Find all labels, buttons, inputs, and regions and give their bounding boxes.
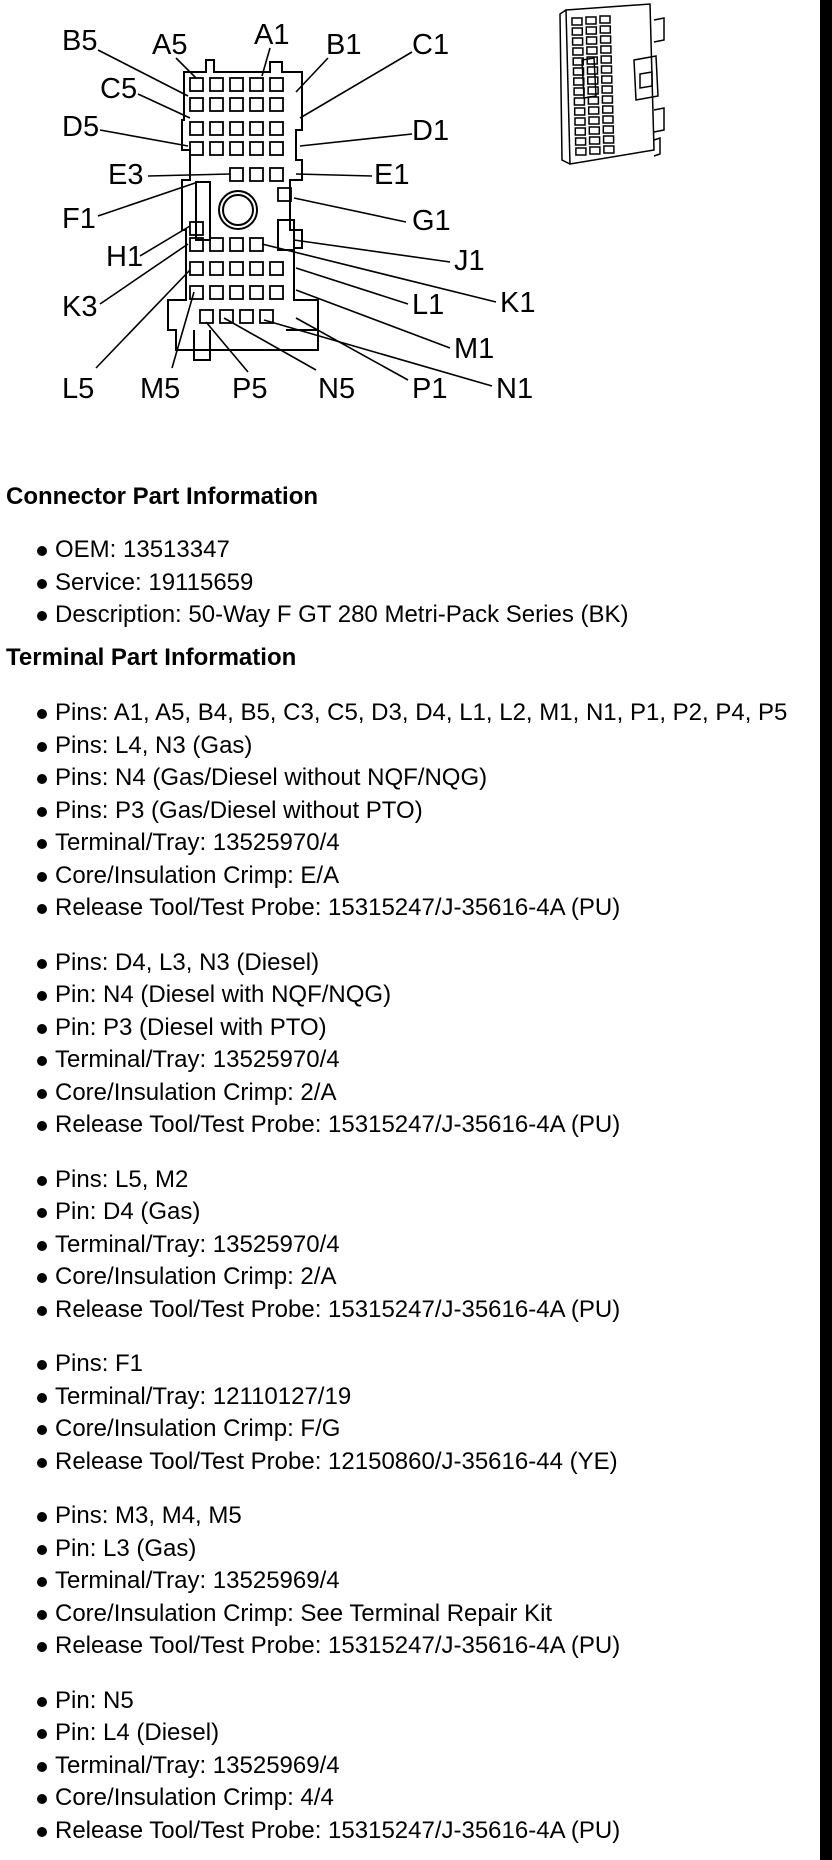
pin-cavity [200, 310, 213, 323]
pin-cavity [210, 78, 223, 91]
pin-cavity [240, 310, 253, 323]
pin-cavity [230, 168, 243, 181]
list-item-text: Pin: D4 (Gas) [55, 1198, 201, 1225]
list-item-text: Release Tool/Test Probe: 12150860/J-35616-44 (YE) [55, 1447, 618, 1475]
list-item-text: Release Tool/Test Probe: 15315247/J-35616-4A (PU) [55, 1295, 621, 1323]
list-item-text: Pins: A1, A5, B4, B5, C3, C5, D3, D4, L1, L2, M1, N1, P1, P2, P4, P5 [55, 699, 788, 726]
pin-cavity [250, 262, 263, 275]
bullet-icon [37, 1024, 47, 1034]
leader-line [294, 198, 406, 222]
bullet-icon [37, 1610, 47, 1620]
pin-label: E3 [108, 159, 144, 191]
pin-cavity [270, 122, 283, 135]
list-item [6, 1533, 816, 1566]
terminal-group [6, 947, 816, 1142]
pin-cavity [250, 122, 263, 135]
list-item [6, 1815, 816, 1848]
bullet-icon [37, 1089, 47, 1099]
bullet-icon [37, 1393, 47, 1403]
list-item [6, 1685, 816, 1718]
pin-cavity [210, 286, 223, 299]
pin-cavity [270, 286, 283, 299]
bullet-icon [37, 774, 47, 784]
pin-cavity [220, 310, 233, 323]
pin-cavity [250, 168, 263, 181]
pin-label: C5 [100, 73, 138, 105]
terminal-part-information-heading: Terminal Part Information [6, 644, 297, 671]
list-item [6, 1077, 816, 1110]
leader-line [300, 52, 412, 118]
list-item-text: Release Tool/Test Probe: 15315247/J-35616-4A (PU) [55, 1632, 621, 1659]
list-item [6, 1261, 816, 1294]
list-item-text: Description: 50-Way F GT 280 Metri-Pack Series (BK) [55, 601, 629, 628]
pin-label: M1 [454, 333, 495, 365]
pin-cavity [190, 78, 203, 91]
bullet-icon [37, 709, 47, 719]
list-item-text: Terminal/Tray: 12110127/19 [55, 1382, 352, 1410]
list-item-text: Pins: P3 (Gas/Diesel without PTO) [55, 796, 423, 824]
terminal-group [6, 697, 816, 925]
bullet-icon [37, 1458, 47, 1468]
list-item-text: OEM: 13513347 [55, 536, 230, 563]
list-item-text: Core/Insulation Crimp: See Terminal Repair Kit [55, 1599, 553, 1627]
list-item [6, 1381, 816, 1414]
pin-label: K3 [62, 291, 98, 323]
connector-side-view [560, 4, 664, 164]
list-item [6, 1750, 816, 1783]
list-item-text: Pin: N4 (Diesel with NQF/NQG) [55, 981, 392, 1008]
pin-cavity [250, 98, 263, 111]
list-item-text: Terminal/Tray: 13525970/4 [55, 829, 340, 856]
bullet-icon [37, 959, 47, 969]
bullet-icon [37, 839, 47, 849]
list-item [6, 1630, 816, 1663]
list-item [6, 1598, 816, 1631]
bullet-icon [37, 1545, 47, 1555]
leader-line [294, 240, 450, 262]
list-item [6, 1348, 816, 1381]
list-item [6, 1196, 816, 1229]
list-item-text: Release Tool/Test Probe: 15315247/J-35616-4A (PU) [55, 894, 621, 921]
pin-label: F1 [62, 203, 96, 235]
bullet-icon [37, 1176, 47, 1186]
list-item-text: Terminal/Tray: 13525970/4 [55, 1230, 340, 1258]
pin-label: A5 [152, 29, 188, 61]
pin-cavity [270, 98, 283, 111]
leader-line [206, 322, 248, 372]
list-item [6, 892, 816, 925]
connector-diagram [0, 0, 832, 420]
list-item [6, 599, 816, 632]
list-item [6, 795, 816, 828]
pin-cavity [230, 262, 243, 275]
pin-cavity [270, 142, 283, 155]
list-item-text: Pins: F1 [55, 1350, 144, 1377]
pin-label: B1 [326, 29, 362, 61]
list-item-text: Pins: L5, M2 [55, 1165, 189, 1193]
leader-line [296, 268, 408, 304]
list-item [6, 762, 816, 795]
pin-label: G1 [412, 205, 451, 237]
list-item [6, 1782, 816, 1815]
bullet-icon [37, 1056, 47, 1066]
leader-line [100, 130, 188, 146]
list-item-text: Release Tool/Test Probe: 15315247/J-35616-4A (PU) [55, 1816, 621, 1844]
list-item-text: Service: 19115659 [55, 568, 254, 596]
list-item-text: Core/Insulation Crimp: F/G [55, 1415, 341, 1442]
list-item [6, 567, 816, 600]
list-item [6, 827, 816, 860]
pin-cavity [210, 262, 223, 275]
leader-line [140, 226, 190, 256]
list-item [6, 1229, 816, 1262]
list-item [6, 1164, 816, 1197]
pin-cavity [190, 122, 203, 135]
pin-cavity [230, 238, 243, 251]
list-item-text: Pin: N5 [55, 1686, 134, 1714]
pin-cavity [190, 262, 203, 275]
list-item-text: Release Tool/Test Probe: 15315247/J-35616-4A (PU) [55, 1111, 621, 1138]
list-item [6, 1500, 816, 1533]
pin-label: N5 [318, 373, 356, 405]
list-item [6, 730, 816, 763]
pin-label: N1 [496, 373, 534, 405]
pin-label: A1 [254, 19, 290, 51]
bullet-icon [37, 1121, 47, 1131]
connector-info-list [6, 534, 816, 632]
pin-label: D5 [62, 111, 100, 143]
leader-line [138, 94, 190, 118]
list-item [6, 1109, 816, 1142]
pin-grid [190, 78, 291, 323]
list-item-text: Core/Insulation Crimp: E/A [55, 861, 340, 889]
list-item-text: Core/Insulation Crimp: 2/A [55, 1263, 337, 1290]
terminal-part-information [6, 643, 816, 1847]
bullet-icon [37, 1360, 47, 1370]
pin-label: H1 [106, 241, 144, 273]
bullet-icon [37, 546, 47, 556]
list-item-text: Pin: L3 (Gas) [55, 1534, 197, 1562]
list-item-text: Terminal/Tray: 13525970/4 [55, 1046, 340, 1073]
pin-cavity [250, 286, 263, 299]
leader-line [176, 58, 196, 78]
list-item [6, 1044, 816, 1077]
list-item-text: Pins: M3, M4, M5 [55, 1502, 242, 1529]
pin-labels [62, 19, 535, 405]
leader-line [296, 174, 372, 176]
pin-cavity [250, 78, 263, 91]
pin-cavity [190, 98, 203, 111]
bullet-icon [37, 1794, 47, 1804]
bullet-icon [37, 1425, 47, 1435]
pin-cavity [230, 122, 243, 135]
bullet-icon [37, 611, 47, 621]
list-item-text: Core/Insulation Crimp: 4/4 [55, 1784, 334, 1811]
bullet-icon [37, 1306, 47, 1316]
list-item [6, 1565, 816, 1598]
list-item-text: Pins: N4 (Gas/Diesel without NQF/NQG) [55, 764, 488, 791]
bullet-icon [37, 742, 47, 752]
list-item-text: Pins: L4, N3 (Gas) [55, 731, 253, 759]
bullet-icon [37, 1577, 47, 1587]
list-item [6, 860, 816, 893]
list-item [6, 1012, 816, 1045]
terminal-group [6, 1685, 816, 1848]
list-item-text: Pin: P3 (Diesel with PTO) [55, 1013, 327, 1041]
bullet-icon [37, 579, 47, 589]
pin-label: M5 [140, 373, 181, 405]
pin-cavity [270, 78, 283, 91]
pin-cavity [230, 142, 243, 155]
pin-cavity [250, 238, 263, 251]
pin-cavity [270, 168, 283, 181]
bullet-icon [37, 1642, 47, 1652]
list-item [6, 1294, 816, 1327]
pin-cavity [210, 98, 223, 111]
terminal-group [6, 1500, 816, 1663]
bullet-icon [37, 807, 47, 817]
bullet-icon [37, 904, 47, 914]
pin-label: J1 [454, 245, 485, 277]
leader-line [300, 134, 412, 146]
terminal-group [6, 1164, 816, 1327]
pin-cavity [230, 78, 243, 91]
pin-label: D1 [412, 115, 450, 147]
pin-cavity [210, 142, 223, 155]
list-item [6, 947, 816, 980]
bullet-icon [37, 1208, 47, 1218]
pin-label: L1 [412, 289, 445, 321]
connector-part-information [6, 482, 816, 632]
list-item [6, 697, 816, 730]
list-item-text: Terminal/Tray: 13525969/4 [55, 1751, 340, 1779]
pin-cavity [230, 98, 243, 111]
pin-label: C1 [412, 29, 450, 61]
leader-line [148, 174, 230, 176]
bullet-icon [37, 991, 47, 1001]
pin-cavity [230, 286, 243, 299]
bullet-icon [37, 872, 47, 882]
pin-label: L5 [62, 373, 95, 405]
pin-cavity [210, 122, 223, 135]
list-item [6, 534, 816, 567]
pin-cavity [210, 238, 223, 251]
bullet-icon [37, 1729, 47, 1739]
bullet-icon [37, 1512, 47, 1522]
pin-cavity [270, 262, 283, 275]
bullet-icon [37, 1697, 47, 1707]
list-item [6, 979, 816, 1012]
pin-cavity [250, 142, 263, 155]
list-item [6, 1717, 816, 1750]
pin-label: B5 [62, 25, 98, 57]
list-item-text: Core/Insulation Crimp: 2/A [55, 1078, 337, 1106]
bullet-icon [37, 1762, 47, 1772]
list-item [6, 1413, 816, 1446]
list-item-text: Terminal/Tray: 13525969/4 [55, 1567, 340, 1594]
connector-part-information-heading: Connector Part Information [6, 483, 319, 510]
list-item-text: Pin: L4 (Diesel) [55, 1719, 220, 1746]
terminal-groups [6, 697, 816, 1847]
leader-line [296, 58, 328, 92]
pin-label: P5 [232, 373, 268, 405]
bullet-icon [37, 1273, 47, 1283]
pin-label: E1 [374, 159, 410, 191]
bullet-icon [37, 1827, 47, 1837]
terminal-group [6, 1348, 816, 1478]
pin-cavity [190, 142, 203, 155]
leader-line [224, 318, 316, 370]
list-item-text: Pins: D4, L3, N3 (Diesel) [55, 948, 320, 976]
list-item [6, 1446, 816, 1479]
pin-label: P1 [412, 373, 448, 405]
bullet-icon [37, 1241, 47, 1251]
pin-label: K1 [500, 287, 536, 319]
